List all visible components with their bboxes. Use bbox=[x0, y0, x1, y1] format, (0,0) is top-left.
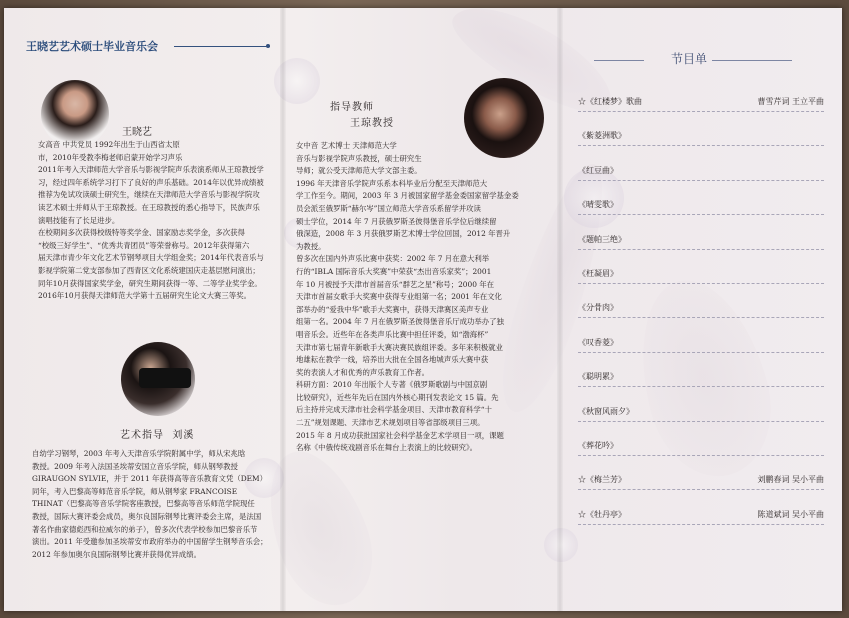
program-item-divider bbox=[578, 489, 824, 490]
bio-line: 演出。2011 年受邀参加圣埃蒂安市政府举办的中国留学生钢琴音乐会； bbox=[32, 537, 268, 547]
bio-line: 影视学院第二党支部参加了西青区文化系统建国庆走基层慰问演出； bbox=[38, 265, 260, 275]
bio-line: 推荐为免试攻读硕士研究生，继续在天津师范大学音乐与影视学院攻 bbox=[38, 190, 260, 200]
bio-line: 奖的表演人才和优秀的声乐教育工作者。 bbox=[296, 367, 430, 377]
bio-line: 组第一名。2004 年 7 月在俄罗斯圣彼得堡音乐厅成功举办了独 bbox=[296, 317, 504, 327]
bio-line: 2012 年参加奥尔良国际钢琴比赛并获得优异成绩。 bbox=[32, 549, 201, 559]
program-item bbox=[578, 369, 824, 389]
program-item-credit: 曹雪芹词 王立平曲 bbox=[757, 97, 824, 106]
program-item-divider bbox=[578, 386, 824, 387]
program-item-divider bbox=[578, 283, 824, 284]
bio-line: 天津市首届女歌手大奖赛中获得专业组第一名；2001 年在文化 bbox=[296, 292, 502, 302]
bio-line: 比较研究》，近些年先后在国内外核心期刊发表论文 15 篇。先 bbox=[296, 392, 499, 402]
program-item-title: 《葬花吟》 bbox=[578, 441, 618, 450]
performer-name: 王晓艺 bbox=[122, 127, 152, 138]
bio-line: 2011年考入天津师范大学音乐与影视学院声乐表演系师从王琼教授学 bbox=[38, 165, 264, 175]
bio-line: 届天津市青少年文化艺术节钢琴项目大学组金奖；2014年代表音乐与 bbox=[38, 253, 264, 263]
program-item-divider bbox=[578, 421, 824, 422]
program-item-title: 《题帕三绝》 bbox=[578, 234, 626, 244]
concert-brochure bbox=[4, 8, 842, 611]
teacher-title: 指导教师 bbox=[330, 102, 374, 113]
bio-line: 演唱技能有了长足进步。 bbox=[38, 215, 120, 225]
program-item bbox=[578, 507, 824, 527]
program-item-divider bbox=[578, 180, 824, 181]
program-item bbox=[578, 438, 824, 458]
bio-line: 同年10月获得国家奖学金，研究生期间获得一等、二等学业奖学金。 bbox=[38, 278, 262, 288]
program-item bbox=[578, 163, 824, 183]
piano-image bbox=[139, 368, 191, 388]
program-item bbox=[578, 197, 824, 217]
bio-line: 自幼学习钢琴，2003 年考入天津音乐学院附属中学，师从宋兆晗 bbox=[32, 449, 246, 458]
bio-line: 著名作曲家德彪西和拉威尔的弟子），曾多次代表学校参加巴黎音乐节 bbox=[32, 524, 258, 534]
bio-line: 学工作至今。期间，2003 年 3 月被国家留学基金委国家留学基金委 bbox=[296, 191, 519, 201]
bio-line: 教授。2009 年考入法国圣埃蒂安国立音乐学院，师从钢琴教授 bbox=[32, 461, 238, 471]
bio-line: 2016年10月获得天津师范大学第十五届研究生论文大赛三等奖。 bbox=[38, 291, 251, 301]
title-rule bbox=[174, 46, 270, 47]
title-rule-dot bbox=[266, 44, 270, 48]
performer-bio bbox=[38, 139, 274, 303]
bio-line: 年 10 月被授予天津市首届音乐“群艺之星”称号；2000 年在 bbox=[296, 279, 495, 289]
program-item bbox=[578, 335, 824, 355]
fold-crease bbox=[557, 8, 563, 611]
program-item-title: 《聪明累》 bbox=[578, 372, 618, 382]
bio-line: 行的“IBLA 国际音乐大奖赛”中荣获“杰出音乐家奖”；2001 bbox=[296, 266, 492, 276]
program-item bbox=[578, 232, 824, 252]
program-item bbox=[578, 128, 824, 148]
program-item bbox=[578, 94, 824, 114]
bio-line: 地雄耘在教学一线，培养出大批在全国各地城声乐大赛中获 bbox=[296, 355, 489, 365]
program-item-title: 《枉凝眉》 bbox=[578, 269, 618, 278]
program-item bbox=[578, 266, 824, 286]
program-item-divider bbox=[578, 145, 824, 146]
fold-crease bbox=[280, 8, 286, 611]
bio-line: 俄深造，2008 年 3 月获俄罗斯艺术博士学位回国，2012 年晋升 bbox=[296, 229, 511, 239]
bio-line: 天津市第七届青年新歌手大赛决赛民族组评委。多年来积极就业 bbox=[296, 342, 503, 352]
bio-line: 后主持并完成天津市社会科学基金项目、天津市教育科学“十 bbox=[296, 405, 492, 415]
bio-line: 硕士学位，2014 年 7 月获俄罗斯圣彼得堡音乐学位后继续留 bbox=[296, 216, 497, 226]
bio-line: 女高音 中共党员 1992年出生于山西省太原 bbox=[38, 140, 180, 149]
bio-line: 教授，国际大赛评委会成员，奥尔良国际钢琴比赛评委会主席，是法国 bbox=[32, 511, 262, 521]
program-item-title: 《紫菱洲歌》 bbox=[578, 131, 626, 141]
bio-line: 1996 年天津音乐学院声乐系本科毕业后分配至天津师范大 bbox=[296, 178, 488, 188]
bio-line: 员会派至俄罗斯“赫尔岑”国立师范大学音乐系留学并攻读 bbox=[296, 203, 481, 213]
bio-line: 读艺术硕士并师从于王琼教授。在王琼教授的悉心指导下，民族声乐 bbox=[38, 202, 260, 212]
program-item-title: 《秋窗风雨夕》 bbox=[578, 406, 634, 416]
program-item bbox=[578, 472, 824, 492]
accompanist-heading bbox=[120, 426, 194, 441]
bio-line: 唱音乐会。近些年在各类声乐比赛中担任评委，如“渤海杯” bbox=[296, 329, 489, 339]
bio-line: THINAT（巴黎高等音乐学院客座教授，巴黎高等音乐师范学院现任 bbox=[32, 499, 255, 509]
program-item-divider bbox=[578, 524, 824, 525]
bio-line: 市，2010年受教李梅老师启蒙开始学习声乐 bbox=[38, 152, 183, 162]
bio-line: 2015 年 8 月成功获批国家社会科学基金艺术学项目一项，课题 bbox=[296, 430, 504, 440]
bio-line: 曾多次在国内外声乐比赛中获奖：2002 年 7 月在意大利举 bbox=[296, 254, 490, 264]
accompanist-title: 艺术指导 bbox=[120, 430, 164, 441]
program-item-title: ☆《牡丹亭》 bbox=[578, 509, 626, 519]
program-item-credit: 陈道斌词 吴小平曲 bbox=[757, 509, 824, 519]
bio-line: 同年，考入巴黎高等师范音乐学院，师从钢琴家 FRANCOISE bbox=[32, 486, 238, 496]
program-title-rule-right bbox=[712, 60, 792, 61]
program-item-title: 《晴雯歌》 bbox=[578, 200, 618, 210]
bio-line: 导师；就公受天津师范大学文部主委。 bbox=[296, 166, 422, 176]
program-item-title: 《叹香菱》 bbox=[578, 337, 618, 347]
program-item-divider bbox=[578, 214, 824, 215]
program-item-title: ☆《梅兰芳》 bbox=[578, 475, 626, 485]
teacher-bio bbox=[296, 140, 550, 455]
program-item-divider bbox=[578, 352, 824, 353]
bio-line: “校级三好学生”、“优秀共青团员”等荣誉称号。2012年获得第六 bbox=[38, 240, 250, 250]
performer-portrait bbox=[41, 80, 109, 148]
bio-line: 科研方面：2010 年出版个人专著《俄罗斯歌剧与中国京剧 bbox=[296, 380, 488, 390]
program-item-divider bbox=[578, 111, 824, 112]
bio-line: 部举办的“爱我中华”歌手大奖赛中，获得天津赛区美声专业 bbox=[296, 304, 489, 314]
program-item bbox=[578, 300, 824, 320]
teacher-name: 王琼教授 bbox=[350, 118, 394, 129]
bio-line: 为教授。 bbox=[296, 241, 326, 251]
bio-line: GIRAUGON SYLVIE，并于 2011 年获得高等音乐教育文凭（DEM） bbox=[32, 474, 268, 484]
accompanist-bio bbox=[32, 448, 278, 561]
program-item-title: ☆《红楼梦》歌曲 bbox=[578, 97, 642, 106]
bio-line: 女中音 艺术博士 天津师范大学 bbox=[296, 141, 397, 150]
bio-line: 习，经过四年系统学习打下了良好的声乐基础。2014年以优异成绩被 bbox=[38, 177, 264, 187]
program-item-title: 《分骨肉》 bbox=[578, 303, 618, 313]
bio-line: 名称《中俄传统戏剧音乐在舞台上表演上的比较研究》。 bbox=[296, 443, 478, 453]
program-item bbox=[578, 404, 824, 424]
accompanist-name: 刘溪 bbox=[172, 430, 195, 441]
bio-line: 在校期间多次获得校级特等奖学金、国家励志奖学金，多次获得 bbox=[38, 228, 245, 238]
program-item-credit: 刘鹏春词 吴小平曲 bbox=[757, 475, 824, 485]
program-item-divider bbox=[578, 249, 824, 250]
program-item-divider bbox=[578, 317, 824, 318]
program-item-title: 《红豆曲》 bbox=[578, 165, 618, 175]
program-title: 节目单 bbox=[670, 52, 707, 66]
bio-line: 音乐与影视学院声乐教授，硕士研究生 bbox=[296, 153, 422, 163]
program-item-divider bbox=[578, 455, 824, 456]
concert-title: 王晓艺艺术硕士毕业音乐会 bbox=[26, 40, 158, 53]
bio-line: 二五”规划课题、天津市艺术规划项目等省部级项目三项。 bbox=[296, 418, 485, 428]
